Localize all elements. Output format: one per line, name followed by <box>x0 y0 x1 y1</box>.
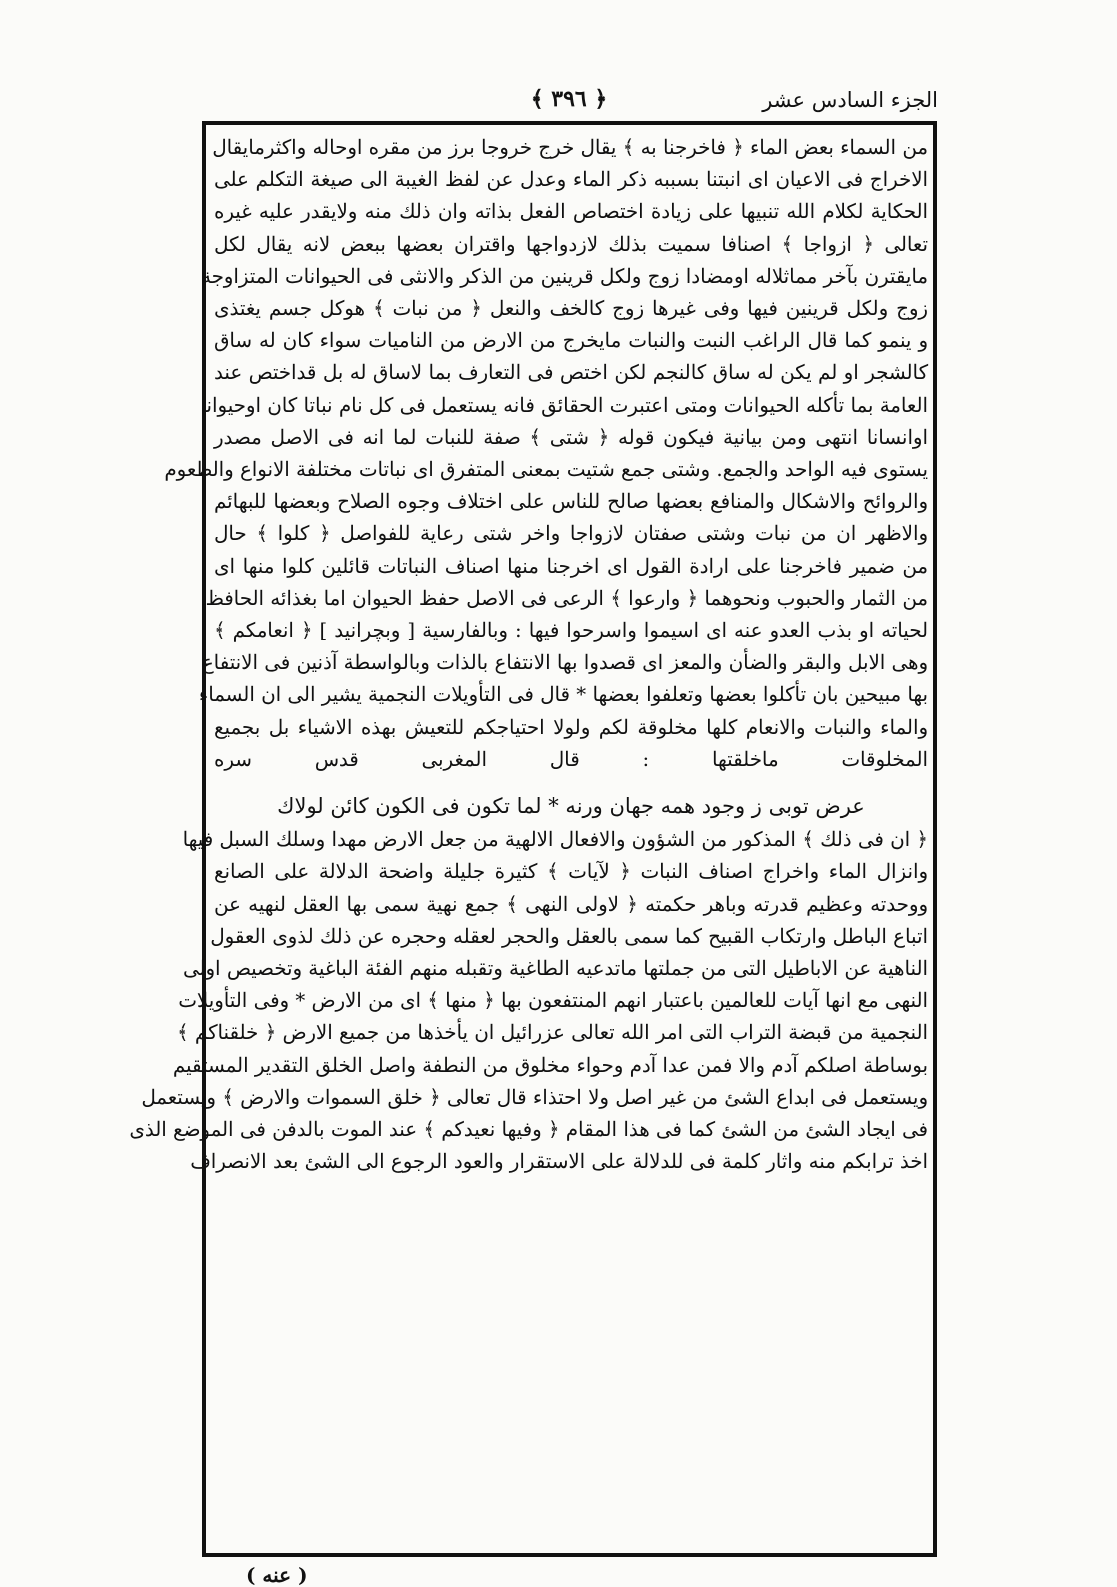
page-number: ﴿ ٣٩٦ ﴾ <box>530 86 608 112</box>
text-line: العامة بما تأكله الحيوانات ومتى اعتبرت الحقائق فانه يستعمل فى كل نام نباتا كان اوحيوانا <box>200 393 928 417</box>
catchword: ( عنه ) <box>246 1563 308 1587</box>
text-line: كالشجر او لم يكن له ساق كالنجم لكن اختص فى التعارف بما لاساق له بل قداختص عند <box>214 361 928 385</box>
text-line: المخلوقات ماخلقتها : قال المغربى قدس سره <box>214 747 928 771</box>
text-line: من ضمير فاخرجنا على ارادة القول اى اخرجنا منها اصناف النباتات قائلين كلوا منها اى <box>214 554 928 578</box>
text-line: يستوى فيه الواحد والجمع. وشتى جمع شتيت بمعنى المتفرق اى نباتات مختلفة الانواع والطعوم <box>164 458 928 482</box>
text-line: لحياته او بذب العدو عنه اى اسيموا واسرحوا فيها : وبالفارسية [ وبچرانيد ] ﴿ انعامكم ﴾ <box>214 619 928 643</box>
text-line: زوج ولكل قرينين فيها وفى غيرها زوج كالخف والنعل ﴿ من نبات ﴾ هوكل جسم يغتذى <box>214 297 928 321</box>
text-line: اخذ ترابكم منه واثار كلمة فى للدلالة على الاستقرار والعود الرجوع الى الشئ بعد الانصراف <box>190 1150 928 1174</box>
text-line: مايقترن بآخر مماثلاله اومضادا زوج ولكل قرينين من الذكر والانثى فى الحيوانات المتزاوجة <box>200 264 928 288</box>
text-line: ﴿ ان فى ذلك ﴾ المذكور من الشؤون والافعال الالهية من جعل الارض مهدا وسلك السبل فيها <box>182 828 928 852</box>
main-text <box>129 132 929 1545</box>
text-line: ووحدته وعظيم قدرته وباهر حكمته ﴿ لاولى النهى ﴾ جمع نهية سمى بها العقل لنهيه عن <box>214 892 928 916</box>
text-line: من الثمار والحبوب ونحوهما ﴿ وارعوا ﴾ الرعى فى الاصل حفظ الحيوان اما بغذائه الحافظ <box>205 586 928 610</box>
text-line: اتباع الباطل وارتكاب القبيح كما سمى بالعقل والحجر لعقله وحجره عن ذلك لذوى العقول <box>210 924 928 948</box>
text-line: و ينمو كما قال الراغب النبت والنبات مايخرج من الارض من الناميات سواء كان له ساق <box>214 329 928 353</box>
text-line: من السماء بعض الماء ﴿ فاخرجنا به ﴾ يقال خرج خروجا برز من مقره اوحاله واكثرمايقال <box>212 136 928 159</box>
text-line: الحكاية لكلام الله تنبيها على زيادة اختصاص الفعل بذاته وان ذلك منه ولايقدر عليه غيره <box>214 200 929 224</box>
text-line: بها مبيحين بان تأكلوا بعضها وتعلفوا بعضها * قال فى التأويلات النجمية يشير الى ان السماء <box>198 683 928 707</box>
text-line: الناهية عن الاباطيل التى من جملتها ماتدعيه الطاغية وتقبله منهم الفئة الباغية وتخصيص اولى <box>182 957 928 981</box>
text-line: اوانسانا انتهى ومن بيانية فيكون قوله ﴿ شتى ﴾ صفة للنبات لما انه فى الاصل مصدر <box>214 425 928 449</box>
part-label: الجزء السادس عشر <box>762 88 938 112</box>
text-line: بوساطة اصلكم آدم والا فمن عدا آدم وحواء مخلوق من النطفة واصل الخلق التقدير المستقيم <box>172 1053 928 1077</box>
text-line: الاخراج فى الاعيان اى انبتنا بسببه ذكر الماء وعدل عن لفظ الغيبة الى صيغة التكلم على <box>214 168 928 192</box>
text-line: والاظهر ان من نبات وشتى صفتان لازواجا واخر شتى رعاية للفواصل ﴿ كلوا ﴾ حال <box>214 522 928 546</box>
text-line: النجمية من قبضة التراب التى امر الله تعالى عزرائيل ان يأخذها من جميع الارض ﴿ خلقناكم ﴾ <box>177 1021 928 1045</box>
text-line: وهى الابل والبقر والضأن والمعز اى قصدوا بها الانتفاع بالذات وبالواسطة آذنين فى الانتفاع <box>201 651 928 675</box>
verse-line: عرض توبى ز وجود همه جهان ورنه * لما تكون فى الكون كائن لولاك <box>277 794 865 819</box>
text-line: وانزال الماء واخراج اصناف النبات ﴿ لآيات ﴾ كثيرة جليلة واضحة الدلالة على الصانع <box>214 860 928 884</box>
text-line: النهى مع انها آيات للعالمين باعتبار انهم المنتفعون بها ﴿ منها ﴾ اى من الارض * وفى التأويلات <box>178 989 928 1013</box>
text-line: ويستعمل فى ابداع الشئ من غير اصل ولا احتذاء قال تعالى ﴿ خلق السموات والارض ﴾ ويستعمل <box>141 1085 928 1109</box>
text-line: تعالى ﴿ ازواجا ﴾ اصنافا سميت بذلك لازدواجها واقتران بعضها ببعض لانه يقال لكل <box>214 232 928 256</box>
text-line: والماء والنبات والانعام كلها مخلوقة لكم ولولا احتياجكم للتعيش بهذه الاشياء بل بجميع <box>214 715 928 739</box>
text-line: والروائح والاشكال والمنافع بعضها صالح للناس على اختلاف وجوه الصلاح وبعضها للبهائم <box>214 490 928 514</box>
text-line: فى ايجاد الشئ من الشئ كما فى هذا المقام ﴿ وفيها نعيدكم ﴾ عند الموت بالدفن فى الموضع الذى <box>129 1118 928 1142</box>
page-header <box>200 86 938 122</box>
